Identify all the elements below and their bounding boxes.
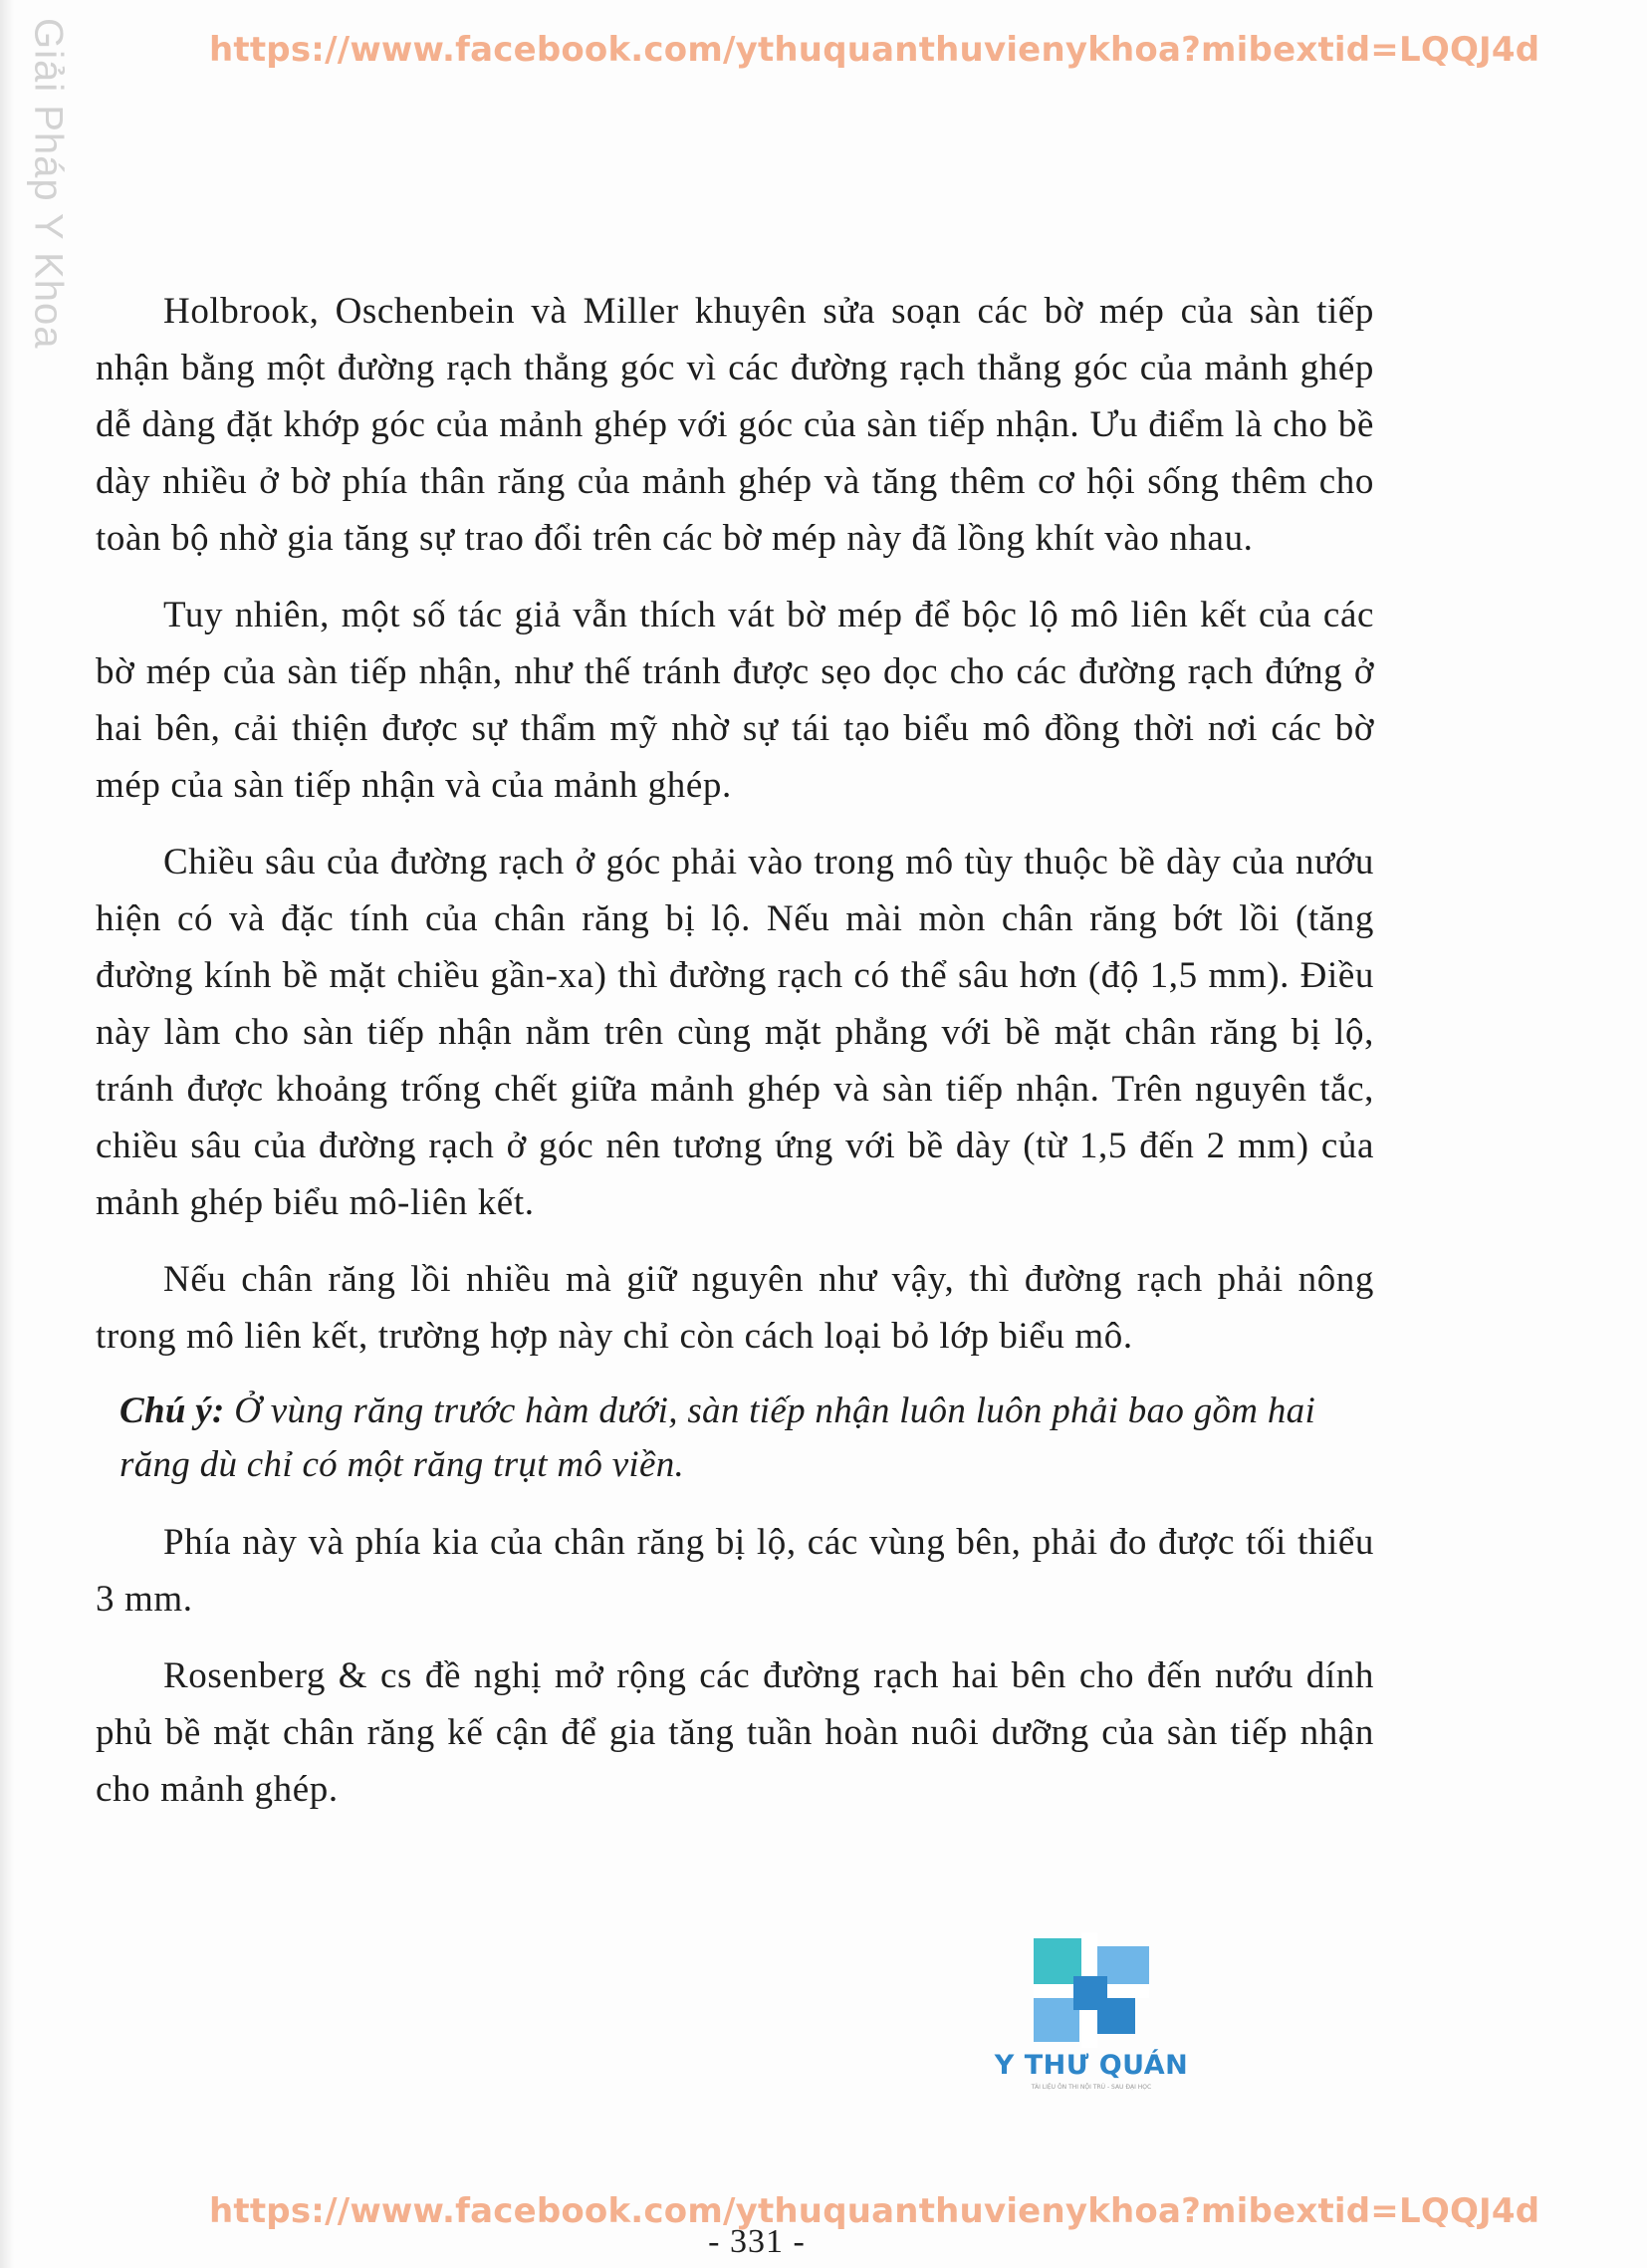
watermark-url-bottom[interactable]: https://www.facebook.com/ythuquanthuvienykhoa?mibextid=LQQJ4d: [209, 2191, 1540, 2231]
y-thu-quan-logo: [992, 1932, 1191, 2102]
paragraph-5: Phía này và phía kia của chân răng bị lộ, các vùng bên, phải đo được tối thiểu 3 mm.: [96, 1522, 1374, 1620]
watermark-url-top[interactable]: https://www.facebook.com/ythuquanthuvienykhoa?mibextid=LQQJ4d: [209, 30, 1540, 70]
note-label: Chú ý:: [119, 1390, 225, 1431]
note-block: [119, 1385, 1374, 1492]
paragraph-6: Rosenberg & cs đề nghị mở rộng các đường rạch hai bên cho đến nướu dính phủ bề mặt chân răng kế cận để gia tăng tuần hoàn nuôi dưỡng của sàn tiếp nhận cho mảnh ghép.: [96, 1655, 1374, 1810]
paragraph-1: Holbrook, Oschenbein và Miller khuyên sửa soạn các bờ mép của sàn tiếp nhận bằng một đường rạch thẳng góc vì các đường rạch thẳng góc của mảnh ghép dễ dàng đặt khớp góc của mảnh ghép với góc của sàn tiếp nhận. Ưu điểm là cho bề dày nhiều ở bờ phía thân răng của mảnh ghép và tăng thêm cơ hội sống thêm cho toàn bộ nhờ gia tăng sự trao đổi trên các bờ mép này đã lồng khít vào nhau.: [96, 291, 1374, 559]
note-text: Ở vùng răng trước hàm dưới, sàn tiếp nhận luôn luôn phải bao gồm hai răng dù chỉ có một răng trụt mô viền.: [119, 1390, 1316, 1485]
medical-cross-icon: [1034, 1932, 1149, 2048]
paragraph-3: Chiều sâu của đường rạch ở góc phải vào trong mô tùy thuộc bề dày của nướu hiện có và đặc tính của chân răng bị lộ. Nếu mài mòn chân răng bớt lồi (tăng đường kính bề mặt chiều gần-xa) thì đường rạch có thể sâu hơn (độ 1,5 mm). Điều này làm cho sàn tiếp nhận nằm trên cùng mặt phẳng với bề mặt chân răng bị lộ, tránh được khoảng trống chết giữa mảnh ghép và sàn tiếp nhận. Trên nguyên tắc, chiều sâu của đường rạch ở góc nên tương ứng với bề dày (từ 1,5 đến 2 mm) của mảnh ghép biểu mô-liên kết.: [96, 842, 1374, 1223]
paragraph-4: Nếu chân răng lồi nhiều mà giữ nguyên như vậy, thì đường rạch phải nông trong mô liên kết, trường hợp này chỉ còn cách loại bỏ lớp biểu mô.: [96, 1259, 1374, 1357]
logo-title: Y THƯ QUÁN: [994, 2050, 1189, 2081]
scan-edge-shadow: [0, 0, 14, 2268]
side-watermark-text: Giải Pháp Y Khoa: [26, 18, 71, 350]
paragraph-2: Tuy nhiên, một số tác giả vẫn thích vát bờ mép để bộc lộ mô liên kết của các bờ mép của sàn tiếp nhận, như thế tránh được sẹo dọc cho các đường rạch đứng ở hai bên, cải thiện được sự thẩm mỹ nhờ sự tái tạo biểu mô đồng thời nơi các bờ mép của sàn tiếp nhận và của mảnh ghép.: [96, 595, 1374, 806]
body-text: [96, 283, 1374, 1838]
logo-tagline: TÀI LIỆU ÔN THI NỘI TRÚ - SAU ĐẠI HỌC: [1031, 2084, 1152, 2091]
side-watermark: [18, 18, 78, 350]
page-number: - 331 -: [708, 2223, 806, 2260]
